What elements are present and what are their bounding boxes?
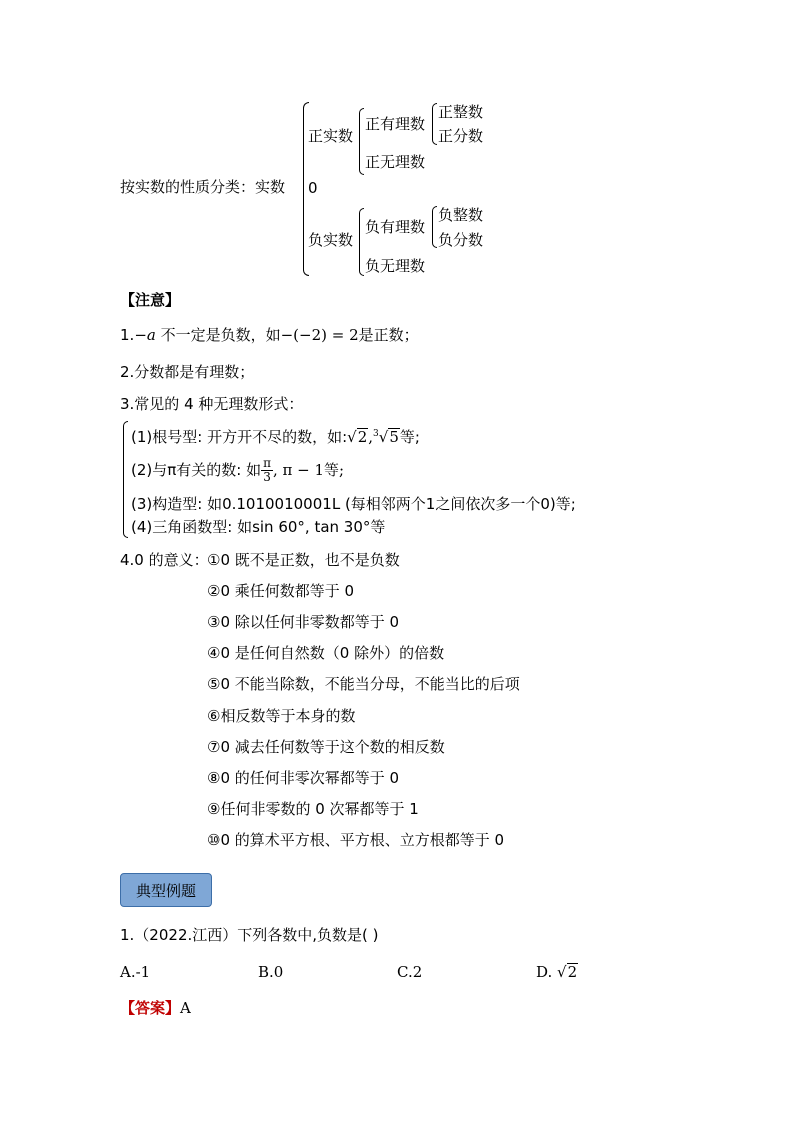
item1-expr: −(−2) = 2 (280, 326, 359, 344)
meaning-1: ①0 既不是正数，也不是负数 (207, 551, 400, 569)
forms-brace (123, 421, 128, 538)
meaning-6: ⑥相反数等于本身的数 (207, 707, 356, 725)
positive-integer: 正整数 (438, 103, 484, 121)
negative-real-brace (359, 208, 364, 276)
notice-heading: 【注意】 (120, 291, 181, 309)
option-d-sqrt: 2 (567, 963, 578, 981)
positive-fraction: 正分数 (438, 127, 484, 145)
positive-rational-brace (432, 103, 437, 145)
option-a: A.-1 (120, 963, 151, 981)
meaning-7: ⑦0 减去任何数等于这个数的相反数 (207, 738, 445, 756)
form-construct-type: (3)构造型: 如0.1010010001L (每相邻两个1之间依次多一个0)等; (131, 495, 576, 513)
answer-line (120, 998, 191, 1018)
meaning-4: ④0 是任何自然数（0 除外）的倍数 (207, 644, 445, 662)
notice-item-1 (120, 325, 419, 345)
form-pi-type (131, 456, 344, 484)
item4-label: 4.0 的意义： (120, 551, 209, 569)
form2-end: , π − 1等; (273, 461, 345, 479)
item1-prefix: 1. (120, 326, 135, 344)
form1-text: (1)根号型: 开方开不尽的数，如: (131, 428, 348, 446)
negative-fraction: 负分数 (438, 231, 484, 249)
zero-item: 0 (308, 179, 318, 197)
cbrt-index: 3 (373, 429, 379, 439)
form-root-type: (1)根号型: 开方开不尽的数，如:√2,$^3$√5等; (131, 428, 420, 446)
form2-text: (2)与π有关的数: 如 (131, 461, 262, 479)
answer-label: 【答案】 (120, 999, 181, 1017)
meaning-2: ②0 乘任何数都等于 0 (207, 582, 355, 600)
option-c: C.2 (397, 963, 423, 981)
meaning-5: ⑤0 不能当除数，不能当分母，不能当比的后项 (207, 675, 520, 693)
form1-comma: , (368, 428, 374, 446)
section-title: 典型例题 (135, 881, 196, 900)
positive-real-brace (359, 108, 364, 175)
meaning-10: ⑩0 的算术平方根、平方根、立方根都等于 0 (207, 831, 505, 849)
item1-suffix: 是正数； (358, 326, 419, 344)
frac-den: 3 (263, 470, 271, 484)
notice-item-3: 3.常见的 4 种无理数形式： (120, 395, 304, 413)
form1-end: 等; (399, 428, 420, 446)
classification-label: 按实数的性质分类：实数 (120, 178, 286, 196)
item1-mid: 不一定是负数，如 (155, 326, 281, 344)
form-trig-type: (4)三角函数型: 如sin 60°, tan 30°等 (131, 518, 386, 536)
answer-value: A (180, 999, 191, 1017)
meaning-8: ⑧0 的任何非零次幂都等于 0 (207, 769, 400, 787)
meaning-3: ③0 除以任何非零数都等于 0 (207, 613, 400, 631)
section-title-badge (120, 873, 212, 907)
item1-var: −a (134, 326, 156, 344)
positive-real: 正实数 (308, 127, 354, 145)
positive-rational: 正有理数 (365, 115, 426, 133)
meaning-9: ⑨任何非零数的 0 次幂都等于 1 (207, 800, 419, 818)
example-question: 1.（2022.江西）下列各数中,负数是( ) (120, 926, 379, 944)
notice-item-2: 2.分数都是有理数； (120, 363, 255, 381)
option-d-prefix: D. (536, 963, 553, 981)
negative-real: 负实数 (308, 231, 354, 249)
negative-integer: 负整数 (438, 206, 484, 224)
negative-rational-brace (432, 206, 437, 248)
option-d: D. √2 (536, 963, 578, 981)
option-b: B.0 (258, 963, 284, 981)
sqrt-2: 2 (357, 428, 368, 446)
cbrt-5: 5 (389, 428, 399, 446)
negative-rational: 负有理数 (365, 218, 426, 236)
negative-irrational: 负无理数 (365, 257, 426, 275)
frac-num: π (263, 456, 271, 470)
positive-irrational: 正无理数 (365, 153, 426, 171)
pi-over-3 (261, 457, 273, 484)
